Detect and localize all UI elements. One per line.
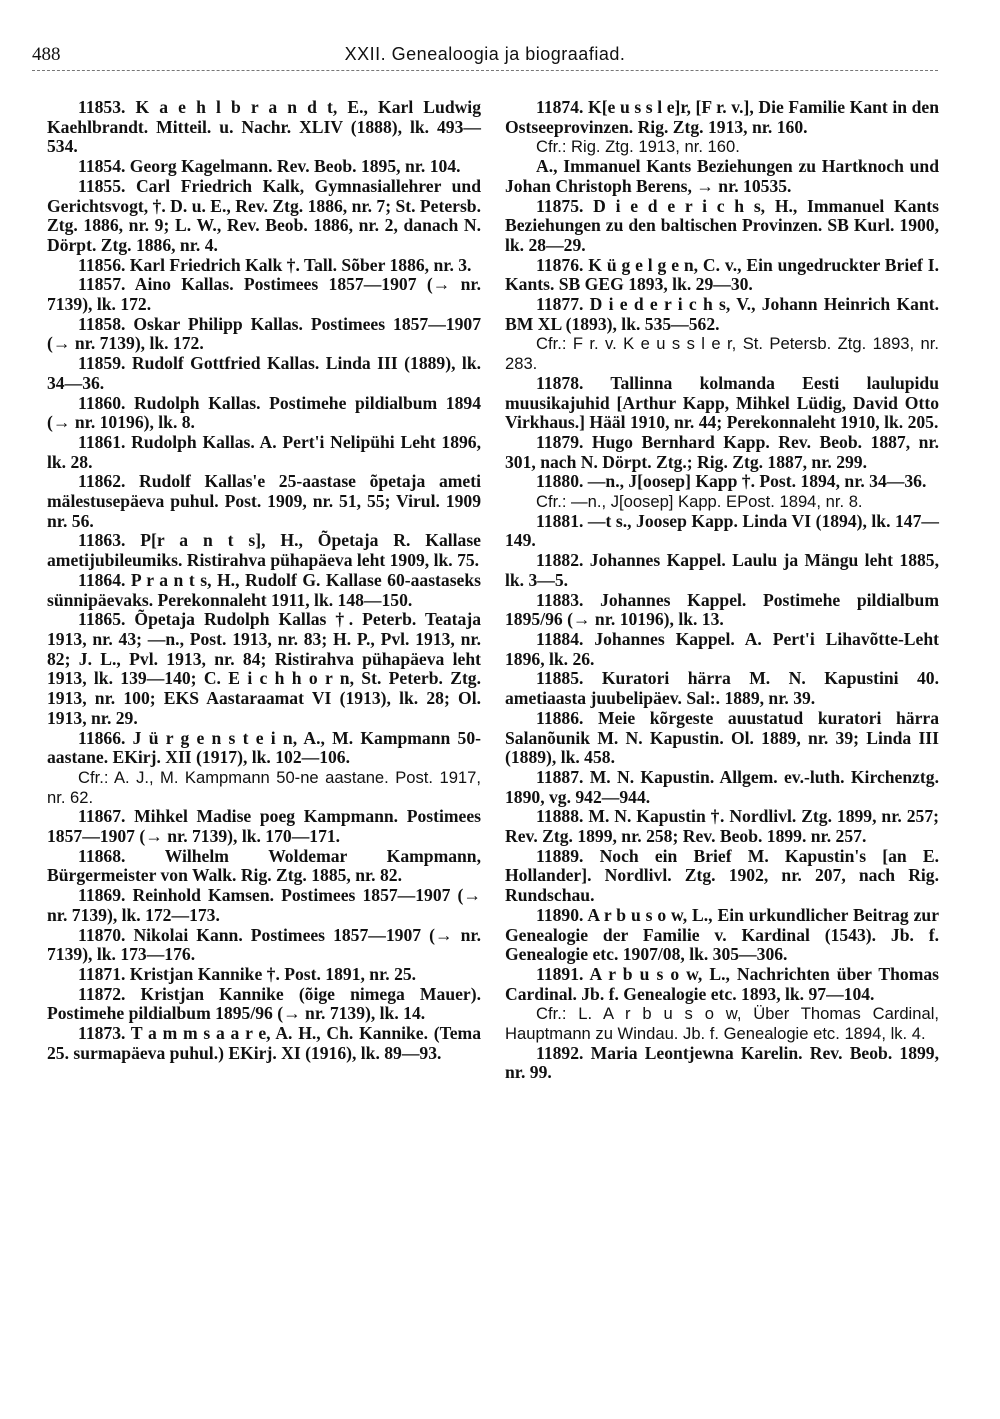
- bibliography-entry: 11879. Hugo Bernhard Kapp. Rev. Beob. 1887, nr. 301, nach N. Dörpt. Ztg.; Rig. Ztg. 1887, nr. 299.: [505, 431, 939, 472]
- cfr-note: Cfr.: A. J., M. Kampmann 50-ne aastane. Post. 1917, nr. 62.: [47, 767, 481, 807]
- page-number: 488: [32, 44, 61, 65]
- bibliography-entry: 11870. Nikolai Kann. Postimees 1857—1907 (→ nr. 7139), lk. 173—176.: [47, 924, 481, 965]
- bibliography-entry: 11884. Johannes Kappel. A. Pert'i Lihavõtte-Leht 1896, lk. 26.: [505, 628, 939, 669]
- bibliography-entry: 11867. Mihkel Madise poeg Kampmann. Postimees 1857—1907 (→ nr. 7139), lk. 170—171.: [47, 806, 481, 847]
- bibliography-entry: 11869. Reinhold Kamsen. Postimees 1857—1907 (→ nr. 7139), lk. 172—173.: [47, 885, 481, 925]
- bibliography-entry: 11890. A r b u s o w, L., Ein urkundlicher Beitrag zur Genealogie der Familie v. Kardinal (1543). Jb. f. Genealogie etc. 1907/08, lk. 305—306.: [505, 904, 939, 965]
- bibliography-entry: 11866. J ü r g e n s t e i n, A., M. Kampmann 50-aastane. EKirj. XII (1917), lk. 102—106.: [47, 727, 481, 768]
- running-head: XXII. Genealoogia ja biograafiad.: [344, 44, 626, 64]
- bibliography-entry: 11868. Wilhelm Woldemar Kampmann, Bürgermeister von Walk. Rig. Ztg. 1885, nr. 82.: [47, 845, 481, 886]
- bibliography-entry: 11887. M. N. Kapustin. Allgem. ev.-luth. Kirchenztg. 1890, vg. 942—944.: [505, 766, 939, 807]
- bibliography-entry: 11859. Rudolf Gottfried Kallas. Linda III (1889), lk. 34—36.: [47, 353, 481, 393]
- bibliography-entry: 11875. D i e d e r i c h s, H., Immanuel Kants Beziehungen zu den baltischen Provinzen. SB Kurl. 1900, lk. 28—29.: [505, 195, 939, 255]
- bibliography-entry: 11886. Meie kõrgeste auustatud kuratori härra Salanõunik M. N. Kapustin. Ol. 1889, nr. 39; Linda III (1889), lk. 458.: [505, 707, 939, 768]
- left-column: [47, 98, 481, 1063]
- bibliography-entry: 11885. Kuratori härra M. N. Kapustini 40. ametiaasta juubelipäev. Sal:. 1889, nr. 39.: [505, 668, 939, 709]
- bibliography-entry: A., Immanuel Kants Beziehungen zu Hartknoch und Johan Christoph Berens, → nr. 10535.: [505, 156, 939, 196]
- bibliography-entry: 11880. —n., J[oosep] Kapp †. Post. 1894, nr. 34—36.: [536, 471, 927, 492]
- bibliography-entry: 11861. Rudolph Kallas. A. Pert'i Nelipühi Leht 1896, lk. 28.: [47, 431, 481, 472]
- bibliography-entry: 11889. Noch ein Brief M. Kapustin's [an E. Hollander]. Nordlivl. Ztg. 1902, nr. 207, nach Rig. Rundschau.: [505, 845, 939, 906]
- bibliography-entry: 11888. M. N. Kapustin †. Nordlivl. Ztg. 1899, nr. 257; Rev. Ztg. 1899, nr. 258; Rev. Beob. 1899. nr. 257.: [505, 806, 939, 847]
- bibliography-entry: 11882. Johannes Kappel. Laulu ja Mängu leht 1885, lk. 3—5.: [505, 550, 939, 590]
- cfr-note: Cfr.: —n., J[oosep] Kapp. EPost. 1894, nr. 8.: [536, 492, 863, 512]
- bibliography-entry: 11860. Rudolph Kallas. Postimehe pildialbum 1894 (→ nr. 10196), lk. 8.: [47, 392, 481, 433]
- bibliography-entry: 11881. —t s., Joosep Kapp. Linda VI (1894), lk. 147—149.: [505, 510, 939, 551]
- bibliography-entry: 11856. Karl Friedrich Kalk †. Tall. Sõber 1886, nr. 3.: [78, 254, 472, 275]
- bibliography-entry: 11878. Tallinna kolmanda Eesti laulupidu muusikajuhid [Arthur Kapp, Mihkel Lüdig, David Otto Virkhaus.] Hääl 1910, nr. 44; Perekonnaleht 1910, lk. 205.: [505, 372, 939, 433]
- cfr-note: Cfr.: F r. v. K e u s s l e r, St. Petersb. Ztg. 1893, nr. 283.: [505, 334, 939, 374]
- bibliography-entry: 11855. Carl Friedrich Kalk, Gymnasiallehrer und Gerichtsvogt, †. D. u. E., Rev. Ztg. 1886, nr. 7; St. Petersb. Ztg. 1886, nr. 9; L. W., Rev. Beob. 1886, nr. 2, danach N. Dörpt. Ztg. 1886, nr. 4.: [47, 175, 481, 255]
- cfr-note: Cfr.: L. A r b u s o w, Über Thomas Cardinal, Hauptmann zu Windau. Jb. f. Genealogie etc. 1894, lk. 4.: [505, 1004, 939, 1044]
- bibliography-entry: 11853. K a e h l b r a n d t, E., Karl Ludwig Kaehlbrandt. Mitteil. u. Nachr. XLIV (1888), lk. 493—534.: [47, 97, 481, 157]
- bibliography-entry: 11863. P[r a n t s], H., Õpetaja R. Kallase ametijubileumiks. Ristirahva pühapäeva leht 1909, lk. 75.: [47, 530, 481, 571]
- bibliography-entry: 11876. K ü g e l g e n, C. v., Ein ungedruckter Brief I. Kants. SB GEG 1893, lk. 29—30.: [505, 254, 939, 295]
- bibliography-entry: 11857. Aino Kallas. Postimees 1857—1907 (→ nr. 7139), lk. 172.: [47, 274, 481, 315]
- bibliography-entry: 11891. A r b u s o w, L., Nachrichten über Thomas Cardinal. Jb. f. Genealogie etc. 1893, lk. 97—104.: [505, 963, 939, 1004]
- bibliography-entry: 11883. Johannes Kappel. Postimehe pildialbum 1895/96 (→ nr. 10196), lk. 13.: [505, 589, 939, 630]
- bibliography-entry: 11864. P r a n t s, H., Rudolf G. Kallase 60-aastaseks sünnipäevaks. Perekonnaleht 1911, lk. 148—150.: [47, 569, 481, 610]
- right-column: [505, 98, 939, 1083]
- bibliography-entry: 11862. Rudolf Kallas'e 25-aastase õpetaja ameti mälestusepäeva puhul. Post. 1909, nr. 51, 55; Virul. 1909 nr. 56.: [47, 471, 481, 531]
- bibliography-entry: 11871. Kristjan Kannike †. Post. 1891, nr. 25.: [78, 963, 417, 984]
- bibliography-entry: 11872. Kristjan Kannike (õige nimega Mauer). Postimehe pildialbum 1895/96 (→ nr. 7139), lk. 14.: [47, 983, 481, 1024]
- bibliography-entry: 11873. T a m m s a a r e, A. H., Ch. Kannike. (Tema 25. surmapäeva puhul.) EKirj. XI (1916), lk. 89—93.: [47, 1023, 481, 1063]
- page-header: [32, 42, 938, 71]
- bibliography-entry: 11854. Georg Kagelmann. Rev. Beob. 1895, nr. 104.: [78, 156, 461, 177]
- bibliography-entry: 11865. Õpetaja Rudolph Kallas †. Peterb. Teataja 1913, nr. 43; —n., Post. 1913, nr. 83; H. P., Pvl. 1913, nr. 82; J. L., Pvl. 1913, nr. 84; Ristirahva pühapäeva leht 1913, lk. 139—140; C. E i c h h o r n, St. Peterb. Ztg. 1913, nr. 100; EKS Aastaraamat VI (1913), lk. 28; Ol. 1913, nr. 29.: [47, 609, 481, 728]
- bibliography-entry: 11892. Maria Leontjewna Karelin. Rev. Beob. 1899, nr. 99.: [505, 1042, 939, 1083]
- bibliography-entry: 11877. D i e d e r i c h s, V., Johann Heinrich Kant. BM XL (1893), lk. 535—562.: [505, 294, 939, 334]
- bibliography-entry: 11874. K[e u s s l e]r, [F r. v.], Die Familie Kant in den Ostseeprovinzen. Rig. Ztg. 1913, nr. 160.: [505, 97, 939, 137]
- cfr-note: Cfr.: Rig. Ztg. 1913, nr. 160.: [536, 137, 740, 157]
- bibliography-entry: 11858. Oskar Philipp Kallas. Postimees 1857—1907 (→ nr. 7139), lk. 172.: [47, 313, 481, 354]
